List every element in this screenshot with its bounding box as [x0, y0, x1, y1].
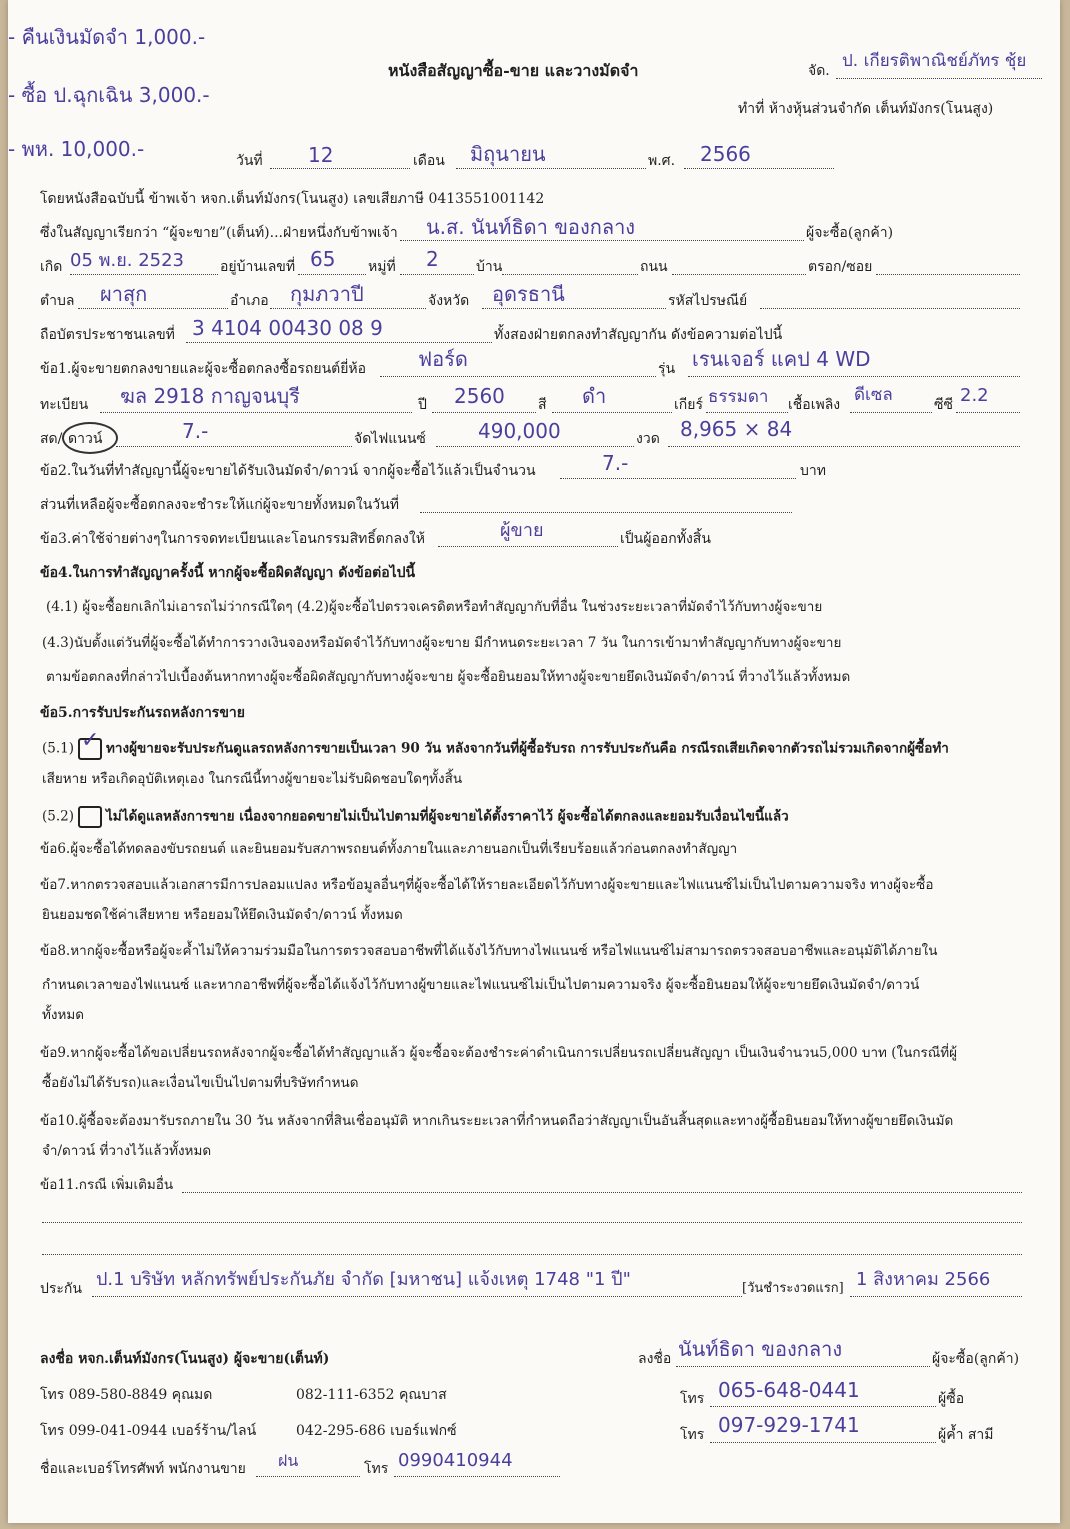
dotted-line: [78, 308, 228, 309]
sales-staff-tel: 0990410944: [398, 1450, 513, 1471]
no-warranty-checkbox[interactable]: [78, 806, 102, 828]
cc-label: ซีซี: [934, 397, 954, 413]
dotted-line: [850, 412, 932, 413]
dotted-line: [400, 240, 804, 241]
dotted-line: [560, 478, 796, 479]
dotted-line: [688, 376, 1020, 377]
tambon-value: ผาสุก: [100, 282, 148, 306]
province-value: ป. เกียรติพาณิชย์ภัทร ชุ้ย: [842, 51, 1027, 71]
year-value: 2566: [700, 142, 751, 166]
dotted-line: [70, 274, 218, 275]
postal-label: รหัสไปรษณีย์: [668, 293, 748, 309]
dotted-line: [400, 274, 474, 275]
moo-label: หมู่ที่: [368, 259, 396, 275]
clause-4-heading: ข้อ4.ในการทำสัญญาครั้งนี้ หากผู้จะซื้อผิดสัญญา ดังข้อต่อไปนี้: [40, 565, 416, 581]
clause-8b: กำหนดเวลาของไฟแนนซ์ และหากอาชีพที่ผู้จะซื้อได้แจ้งไว้กับทางผู้ขายและไฟแนนซ์ไม่เป็นไปตามความจริง ผู้จะซื้อยินยอมให้ผู้จะขายยึดเงินมัดจำ/ดาวน์: [42, 977, 920, 993]
id-value: 3 4104 00430 08 9: [192, 316, 383, 340]
house-label: อยู่บ้านเลขที่: [220, 259, 296, 275]
tambon-label: ตำบล: [40, 293, 75, 309]
document-title: หนังสือสัญญาซื้อ-ขาย และวางมัดจำ: [388, 61, 639, 80]
day-value: 12: [308, 143, 334, 167]
contract-page: [8, 0, 1060, 1523]
seller-phone-3: โทร 099-041-0944 เบอร์ร้าน/ไลน์: [40, 1423, 257, 1439]
province-field-value: อุดรธานี: [492, 282, 565, 306]
dotted-line: [706, 412, 788, 413]
color-label: สี: [538, 397, 547, 413]
clause-4-3b: ตามข้อตกลงที่กล่าวไปเบื้องต้นหากทางผู้จะซื้อผิดสัญญากับทางผู้จะขาย ผู้จะซื้อยินยอมให้ทางผู้จะขายยึดเงินมัดจำ/ดาวน์ ที่วางไว้แล้วทั้งหมด: [46, 669, 851, 685]
car-brand: ฟอร์ด: [418, 347, 468, 371]
clause-5-2-text: ไม่ได้ดูแลหลังการขาย เนื่องจากยอดขายไม่เป็นไปตามที่ผู้จะขายได้ตั้งราคาไว้ ผู้จะซื้อได้ตกลงและยอมรับเงื่อนไขนี้แล้ว: [106, 808, 789, 825]
margin-note-1: - คืนเงินมัดจำ 1,000.-: [8, 25, 206, 49]
clause-8c: ทั้งหมด: [42, 1007, 85, 1023]
buyer-tel-label: โทร: [680, 1391, 705, 1407]
car-year: 2560: [454, 384, 505, 408]
insurance-label: ประกัน: [40, 1281, 82, 1297]
deposit-value: 7.-: [602, 451, 629, 475]
made-at: ทำที่ ห้างหุ้นส่วนจำกัด เต็นท์มังกร(โนนสูง): [738, 101, 994, 117]
clause-2-text: ข้อ2.ในวันที่ทำสัญญานี้ผู้จะขายได้รับเงินมัดจำ/ดาวน์ จากผู้จะซื้อไว้แล้วเป็นจำนวน: [40, 463, 536, 479]
moo-value: 2: [426, 247, 439, 271]
month-label: เดือน: [413, 153, 445, 169]
buyer-role-label: ผู้จะซื้อ(ลูกค้า): [806, 225, 894, 241]
clause-9b: ซื้อยังไม่ได้รับรถ)และเงื่อนไขเป็นไปตามที่บริษัทกำหนด: [42, 1075, 359, 1091]
seller-fax: 042-295-686 เบอร์แฟกซ์: [296, 1423, 457, 1439]
clause-3-tail: เป็นผู้ออกทั้งสิ้น: [620, 531, 711, 547]
dotted-line: [42, 1222, 1022, 1223]
dotted-line: [270, 168, 410, 169]
clause-5-heading: ข้อ5.การรับประกันรถหลังการขาย: [40, 705, 245, 721]
buyer-name: น.ส. นันท์ธิดา ของกลาง: [426, 215, 636, 239]
buyer-sign-role: ผู้จะซื้อ(ลูกค้า): [932, 1351, 1020, 1367]
dotted-line: [684, 168, 834, 169]
dotted-line: [116, 446, 352, 447]
preamble-line: โดยหนังสือฉบับนี้ ข้าพเจ้า หจก.เต็นท์มังกร(โนนสูง) เลขเสียภาษี 0413551001142: [40, 191, 545, 207]
village-label: บ้าน: [476, 259, 503, 275]
installment-label: งวด: [636, 431, 660, 447]
dotted-line: [456, 168, 646, 169]
dotted-line: [672, 274, 806, 275]
dotted-line: [710, 1442, 936, 1443]
province-field-label: จังหวัด: [428, 293, 470, 309]
dotted-line: [438, 546, 618, 547]
clause-3-text: ข้อ3.ค่าใช้จ่ายต่างๆในการจดทะเบียนและโอนกรรมสิทธิ์ตกลงให้: [40, 531, 425, 547]
clause-10b: จำ/ดาวน์ ที่วางไว้แล้วทั้งหมด: [42, 1143, 212, 1159]
guarantor-tel-role: ผู้ค้ำ สามี: [938, 1427, 994, 1443]
dotted-line: [298, 274, 366, 275]
amphoe-value: กุมภวาปี: [290, 282, 364, 306]
dotted-line: [182, 1192, 1022, 1193]
dotted-line: [676, 1366, 930, 1367]
year-label: พ.ศ.: [648, 153, 676, 169]
clause-8: ข้อ8.หากผู้จะซื้อหรือผู้จะค้ำไม่ให้ความร่วมมือในการตรวจสอบอาชีพที่ได้แจ้งไว้กับทางไฟแนนซ์ หรือไฟแนนซ์ไม่สามารถตรวจสอบอาชีพและอนุมัติได้ภายใน: [40, 943, 938, 959]
sales-staff-tel-label: โทร: [364, 1461, 389, 1477]
clause-5-1-row: (5.1) ✓ ทางผู้ขายจะรับประกันดูแลรถหลังการขายเป็นเวลา 90 วัน หลังจากวันที่ผู้ซื้อรับรถ การรับประกันคือ กรณีรถเสียเกิดจากตัวรถไม่รวมเกิดจากผู้ซื้อทำ: [42, 738, 949, 760]
id-tail: ทั้งสองฝ่ายตกลงทำสัญญากัน ดังข้อความต่อไปนี้: [494, 327, 783, 343]
model-label: รุ่น: [658, 361, 676, 377]
soi-label: ตรอก/ซอย: [808, 259, 873, 275]
dotted-line: [710, 1406, 936, 1407]
margin-note-2: - ซื้อ ป.ฉุกเฉิน 3,000.-: [8, 83, 210, 107]
clause-4-3: (4.3)นับตั้งแต่วันที่ผู้จะซื้อได้ทำการวางเงินจองหรือมัดจำไว้กับทางผู้จะขาย มีกำหนดระยะเวลา 7 วัน ในการเข้ามาทำสัญญากับทางผู้จะขาย: [42, 635, 842, 651]
dotted-line: [380, 376, 656, 377]
dotted-line: [100, 412, 412, 413]
clause-7: ข้อ7.หากตรวจสอบแล้วเอกสารมีการปลอมแปลง หรือข้อมูลอื่นๆที่ผู้จะซื้อได้ให้รายละเอียดไว้กับทางผู้จะขายและไฟแนนซ์ไม่เป็นไปตามความจริง ทางผู้จะซื้อ: [40, 877, 934, 893]
dotted-line: [956, 412, 1020, 413]
gear-label: เกียร์: [674, 397, 703, 413]
dotted-line: [760, 308, 1020, 309]
reg-label: ทะเบียน: [40, 397, 89, 413]
house-value: 65: [310, 247, 336, 271]
dotted-line: [394, 1476, 560, 1477]
clause-2-remaining: ส่วนที่เหลือผู้จะซื้อตกลงจะชำระให้แก่ผู้จะขายทั้งหมดในวันที่: [40, 497, 399, 513]
dotted-line: [668, 446, 1020, 447]
check-icon: ✓: [81, 728, 100, 753]
amphoe-label: อำเภอ: [230, 293, 269, 309]
road-label: ถนน: [640, 259, 668, 275]
province-label: จัด.: [808, 63, 830, 79]
clause-4-1: (4.1) ผู้จะซื้อยกเลิกไม่เอารถไม่ว่ากรณีใดๆ (4.2)ผู้จะซื้อไปตรวจเครดิตหรือทำสัญญากับที่อื่น ในช่วงระยะเวลาที่มัดจำไว้กับทางผู้จะขาย: [46, 599, 823, 615]
dotted-line: [876, 274, 1020, 275]
month-value: มิถุนายน: [470, 142, 546, 166]
clause-5-1-text: ทางผู้ขายจะรับประกันดูแลรถหลังการขายเป็นเวลา 90 วัน หลังจากวันที่ผู้ซื้อรับรถ การรับประกันคือ กรณีรถเสียเกิดจากตัวรถไม่รวมเกิดจากผู้ซื้อทำ: [106, 740, 949, 757]
day-label: วันที่: [236, 153, 263, 169]
installment-value: 8,965 × 84: [680, 417, 793, 441]
dotted-line: [436, 446, 634, 447]
cc-value: 2.2: [960, 385, 989, 406]
fee-payer: ผู้ขาย: [500, 520, 544, 541]
guarantor-tel-label: โทร: [680, 1427, 705, 1443]
guarantor-tel: 097-929-1741: [718, 1413, 860, 1437]
margin-note-3: - พห. 10,000.-: [8, 137, 145, 161]
car-color: ดำ: [582, 384, 607, 408]
seller-signature-line: ลงชื่อ หจก.เต็นท์มังกร(โนนสูง) ผู้จะขาย(เต็นท์): [40, 1351, 330, 1367]
fuel-label: เชื้อเพลิง: [788, 397, 841, 413]
warranty-checkbox-checked[interactable]: [78, 728, 102, 760]
clause-11: ข้อ11.กรณี เพิ่มเติมอื่น: [40, 1177, 174, 1193]
cash-label: สด/: [40, 431, 63, 447]
dotted-line: [420, 512, 792, 513]
car-model: เรนเจอร์ แคป 4 WD: [692, 347, 871, 371]
buyer-sign-label: ลงชื่อ: [638, 1351, 672, 1367]
clause-9: ข้อ9.หากผู้จะซื้อได้ขอเปลี่ยนรถหลังจากผู้จะซื้อได้ทำสัญญาแล้ว ผู้จะซื้อจะต้องชำระค่าดำเนินการเปลี่ยนรถเปลี่ยนสัญญา เป็นเงินจำนวน5,000 บาท (ในกรณีที่ผู้: [40, 1045, 958, 1061]
born-value: 05 พ.ย. 2523: [70, 250, 185, 271]
dotted-line: [186, 342, 492, 343]
dotted-line: [256, 1476, 360, 1477]
down-value: 7.-: [182, 419, 209, 443]
clause-6: ข้อ6.ผู้จะซื้อได้ทดลองขับรถยนต์ และยินยอมรับสภาพรถยนต์ทั้งภายในและภายนอกเป็นที่เรียบร้อยแล้วก่อนตกลงทำสัญญา: [40, 841, 738, 857]
baht-unit: บาท: [800, 463, 826, 479]
buyer-tel: 065-648-0441: [718, 1378, 860, 1402]
dotted-line: [482, 308, 666, 309]
seller-phone-1: โทร 089-580-8849 คุณมด: [40, 1387, 213, 1403]
dotted-line: [92, 1296, 742, 1297]
dotted-line: [850, 1296, 1022, 1297]
dotted-line: [552, 412, 672, 413]
clause-5-1b: เสียหาย หรือเกิดอุบัติเหตุเอง ในกรณีนี้ทางผู้ขายจะไม่รับผิดชอบใดๆทั้งสิ้น: [42, 771, 463, 787]
reg-value: ฆล 2918 กาญจนบุรี: [120, 384, 300, 408]
down-circled-label: ดาวน์: [68, 431, 103, 447]
first-installment-date: 1 สิงหาคม 2566: [856, 1269, 991, 1290]
finance-value: 490,000: [478, 419, 561, 443]
sales-staff-name: ฝน: [278, 1451, 299, 1470]
car-year-label: ปี: [418, 397, 427, 413]
clause-1-text: ข้อ1.ผู้จะขายตกลงขายและผู้จะซื้อตกลงซื้อรถยนต์ยี่ห้อ: [40, 361, 367, 377]
seller-phone-2: 082-111-6352 คุณบาส: [296, 1387, 447, 1403]
clause-5-2-row: (5.2) ไม่ได้ดูแลหลังการขาย เนื่องจากยอดขายไม่เป็นไปตามที่ผู้จะขายได้ตั้งราคาไว้ ผู้จะซื้อได้ตกลงและยอมรับเงื่อนไขนี้แล้ว: [42, 806, 789, 828]
born-label: เกิด: [40, 259, 63, 275]
dotted-line: [270, 308, 426, 309]
sales-staff-label: ชื่อและเบอร์โทรศัพท์ พนักงานขาย: [40, 1461, 246, 1477]
finance-label: จัดไฟแนนซ์: [354, 431, 426, 447]
seller-party-text: ซึ่งในสัญญาเรียกว่า “ผู้จะขาย”(เต็นท์)...ฝ่ายหนึ่งกับข้าพเจ้า: [40, 225, 398, 241]
buyer-signature: นันท์ธิดา ของกลาง: [678, 1337, 843, 1361]
id-label: ถือบัตรประชาชนเลขที่: [40, 327, 175, 343]
clause-7b: ยินยอมชดใช้ค่าเสียหาย หรือยอมให้ยึดเงินมัดจำ/ดาวน์ ทั้งหมด: [42, 907, 403, 923]
dotted-line: [432, 412, 536, 413]
clause-10: ข้อ10.ผู้ซื้อจะต้องมารับรถภายใน 30 วัน หลังจากที่สินเชื่ออนุมัติ หากเกินระยะเวลาที่กำหนดถือว่าสัญญาเป็นอันสิ้นสุดและทางผู้ซื้อยินยอมให้ทางผู้ขายยึดเงินมัด: [40, 1113, 954, 1129]
dotted-line: [42, 1254, 1022, 1255]
gear-value: ธรรมดา: [708, 387, 769, 407]
buyer-tel-role: ผู้ซื้อ: [938, 1391, 965, 1407]
fuel-value: ดีเซล: [854, 385, 893, 405]
insurance-value: ป.1 บริษัท หลักทรัพย์ประกันภัย จำกัด [มหาชน] แจ้งเหตุ 1748 "1 ปี": [96, 1269, 631, 1290]
dotted-line: [502, 274, 638, 275]
first-installment-label: [วันชำระงวดแรก]: [742, 1281, 844, 1296]
dotted-line: [836, 78, 1042, 79]
